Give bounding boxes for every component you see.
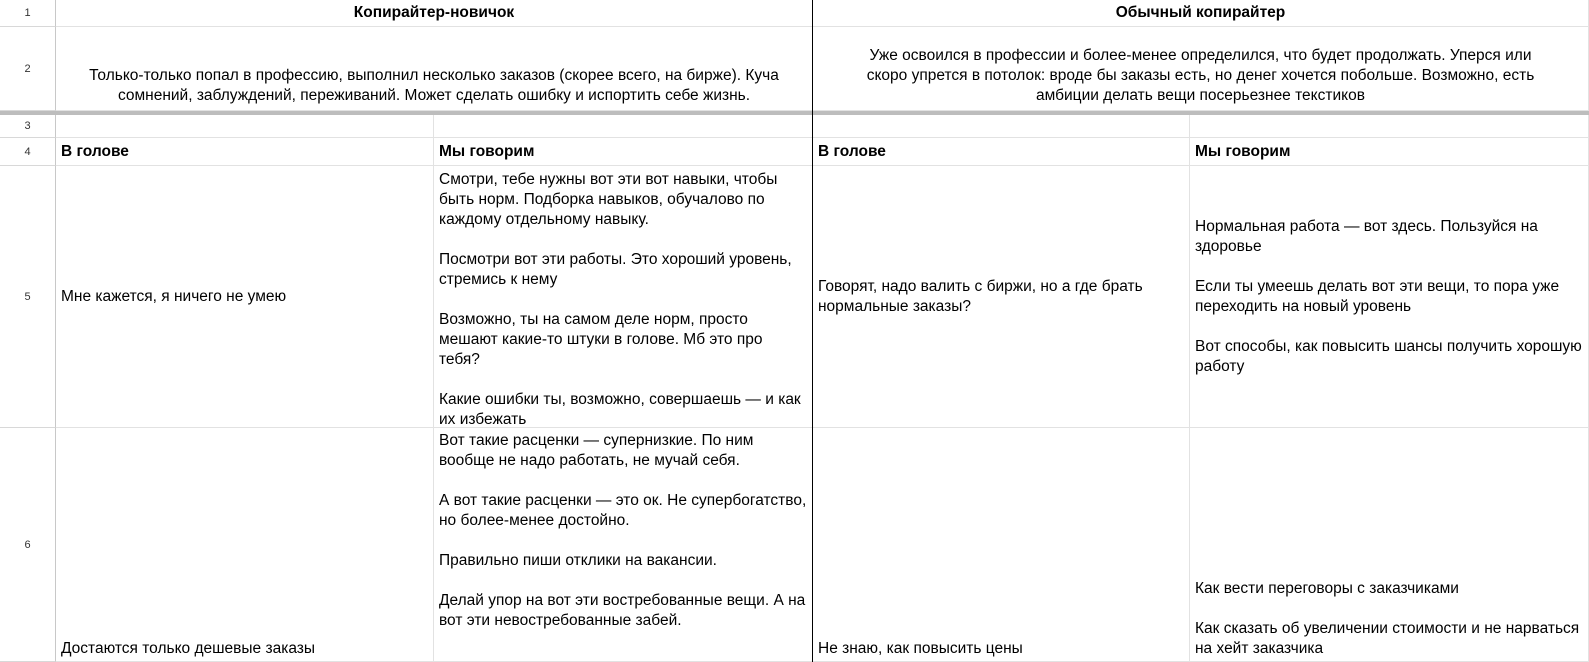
subheader-novice-thoughts[interactable]: В голове bbox=[56, 138, 434, 166]
description-regular[interactable]: Уже освоился в профессии и более-менее определился, что будет продолжать. Уперся или скоро упрется в потолок: вроде бы заказы есть, но денег хочется побольше. Возможно, есть амбиции делать вещи посерьезнее текстиков bbox=[813, 27, 1589, 111]
group-separator bbox=[812, 0, 813, 662]
cell-d5[interactable]: Говорят, надо валить с биржи, но а где брать нормальные заказы? bbox=[813, 166, 1190, 428]
description-novice[interactable]: Только-только попал в профессию, выполнил несколько заказов (скорее всего, на бирже). Куча сомнений, заблуждений, переживаний. Может сделать ошибку и испортить себе жизнь. bbox=[56, 27, 813, 111]
subheader-regular-thoughts[interactable]: В голове bbox=[813, 138, 1190, 166]
cell-e3[interactable] bbox=[1190, 115, 1589, 138]
header-novice[interactable]: Копирайтер-новичок bbox=[56, 0, 813, 27]
cell-b3[interactable] bbox=[56, 115, 434, 138]
cell-b5[interactable]: Мне кажется, я ничего не умею bbox=[56, 166, 434, 428]
cell-e6[interactable]: Как вести переговоры с заказчиками Как сказать об увеличении стоимости и не нарваться на хейт заказчика bbox=[1190, 428, 1589, 662]
row-header-1[interactable]: 1 bbox=[0, 0, 56, 27]
header-regular[interactable]: Обычный копирайтер bbox=[813, 0, 1589, 27]
cell-c3[interactable] bbox=[434, 115, 813, 138]
row-header-4[interactable]: 4 bbox=[0, 138, 56, 166]
subheader-novice-response[interactable]: Мы говорим bbox=[434, 138, 813, 166]
row-header-3[interactable]: 3 bbox=[0, 115, 56, 138]
cell-d6[interactable]: Не знаю, как повысить цены bbox=[813, 428, 1190, 662]
cell-d3[interactable] bbox=[813, 115, 1190, 138]
subheader-regular-response[interactable]: Мы говорим bbox=[1190, 138, 1589, 166]
cell-c6[interactable]: Вот такие расценки — супернизкие. По ним вообще не надо работать, не мучай себя. А вот такие расценки — это ок. Не супербогатство, но более-менее достойно. Правильно пиши отклики на вакансии. Делай упор на вот эти востребованные вещи. А на вот эти невостребованные забей. bbox=[434, 428, 813, 662]
row-header-6[interactable]: 6 bbox=[0, 428, 56, 662]
row-header-5[interactable]: 5 bbox=[0, 166, 56, 428]
cell-c5[interactable]: Смотри, тебе нужны вот эти вот навыки, чтобы быть норм. Подборка навыков, обучалово по каждому отдельному навыку. Посмотри вот эти работы. Это хороший уровень, стремись к нему Возможно, ты на самом деле норм, просто мешают какие-то штуки в голове. Мб это про тебя? Какие ошибки ты, возможно, совершаешь — и как их избежать bbox=[434, 166, 813, 428]
cell-b6[interactable]: Достаются только дешевые заказы bbox=[56, 428, 434, 662]
cell-e5[interactable]: Нормальная работа — вот здесь. Пользуйся на здоровье Если ты умеешь делать вот эти вещи, то пора уже переходить на новый уровень Вот способы, как повысить шансы получить хорошую работу bbox=[1190, 166, 1589, 428]
row-header-2[interactable]: 2 bbox=[0, 27, 56, 111]
